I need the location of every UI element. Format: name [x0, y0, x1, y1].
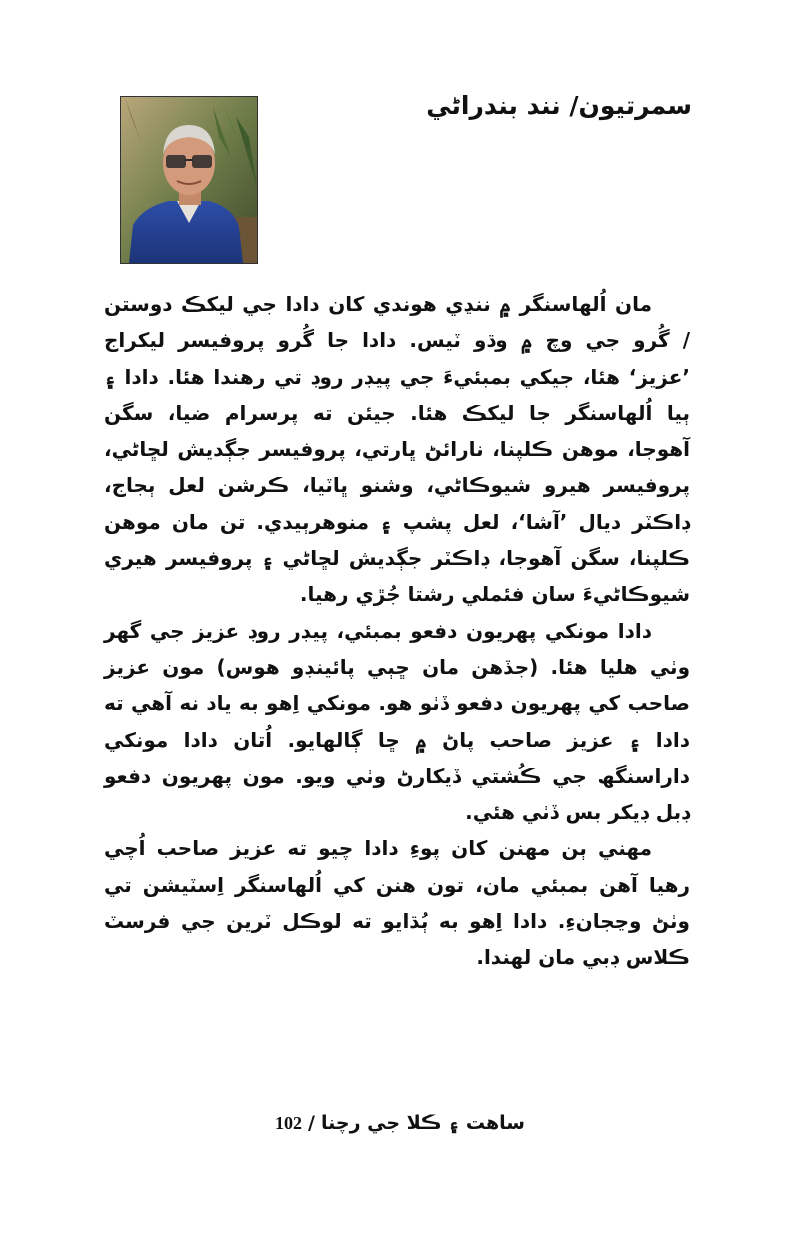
chapter-title: سمرتيون/ نند بندراڻي	[426, 91, 692, 120]
footer-book-title: ساهت ۽ ڪلا جي رچنا	[320, 1112, 525, 1134]
article-body	[104, 286, 690, 976]
page-footer	[200, 1112, 600, 1134]
portrait-image	[121, 97, 257, 263]
author-portrait-photo	[120, 96, 258, 264]
paragraph: مهني ٻن مهنن کان پوءِ دادا چيو ته عزيز صاحب اُچي رهيا آهن بمبئي مان، تون هنن کي اُلهاسنگر اِسٽيشن تي وٺڻ وڃجانءِ. دادا اِهو به ٻُڌايو ته لوڪل ٽرين جي فرسٽ ڪلاس ڊبي مان لهندا.	[104, 836, 690, 970]
paragraph: مان اُلهاسنگر ۾ ننڍي هوندي کان دادا جي ليکڪ دوستن / گُرو جي وچ ۾ وڌو ٽيس. دادا جا گُرو پروفيسر ليکراج ’عزيز‘ هئا، جيکي بمبئيءَ جي پيڊر روڊ تي رهندا هئا. دادا ۽ ٻيا اُلهاسنگر جا ليکڪ هئا. جيئن ته پرسرام ضيا، سگن آهوجا، موهن ڪلپنا، نارائڻ ڀارتي، پروفيسر جڳديش لڇاڻي، پروفيسر هيرو شيوڪاڻي، وشنو ڀاٽيا، ڪرشن لعل ٻجاج، ڊاڪٽر ديال ’آشا‘، لعل پشپ ۽ منوهرٻيدي. تن مان موهن ڪلپنا، سگن آهوجا، ڊاڪٽر جڳديش لڇاڻي ۽ پروفيسر هيري شيوڪاڻيءَ سان فئملي رشتا جُڙي رهيا.	[104, 292, 690, 607]
page-number: 102	[275, 1113, 303, 1133]
paragraph: دادا مونکي پهريون دفعو بمبئي، پيڊر روڊ عزيز جي گهر وٺي هليا هئا. (جڏهن مان ڇٻي پائينڊو هوس) مون عزيز صاحب کي پهريون دفعو ڏٺو هو. مونکي اِهو به ياد نه آهي ته دادا ۽ عزيز صاحب پاڻ ۾ ڇا ڳالهايو. اُتان دادا مونکي داراسنگھ جي ڪُشتي ڏيکارڻ وٺي ويو. مون پهريون دفعو ڊبل ڊيکر بس ڏٺي هئي.	[104, 618, 690, 825]
footer-separator: /	[308, 1112, 315, 1134]
